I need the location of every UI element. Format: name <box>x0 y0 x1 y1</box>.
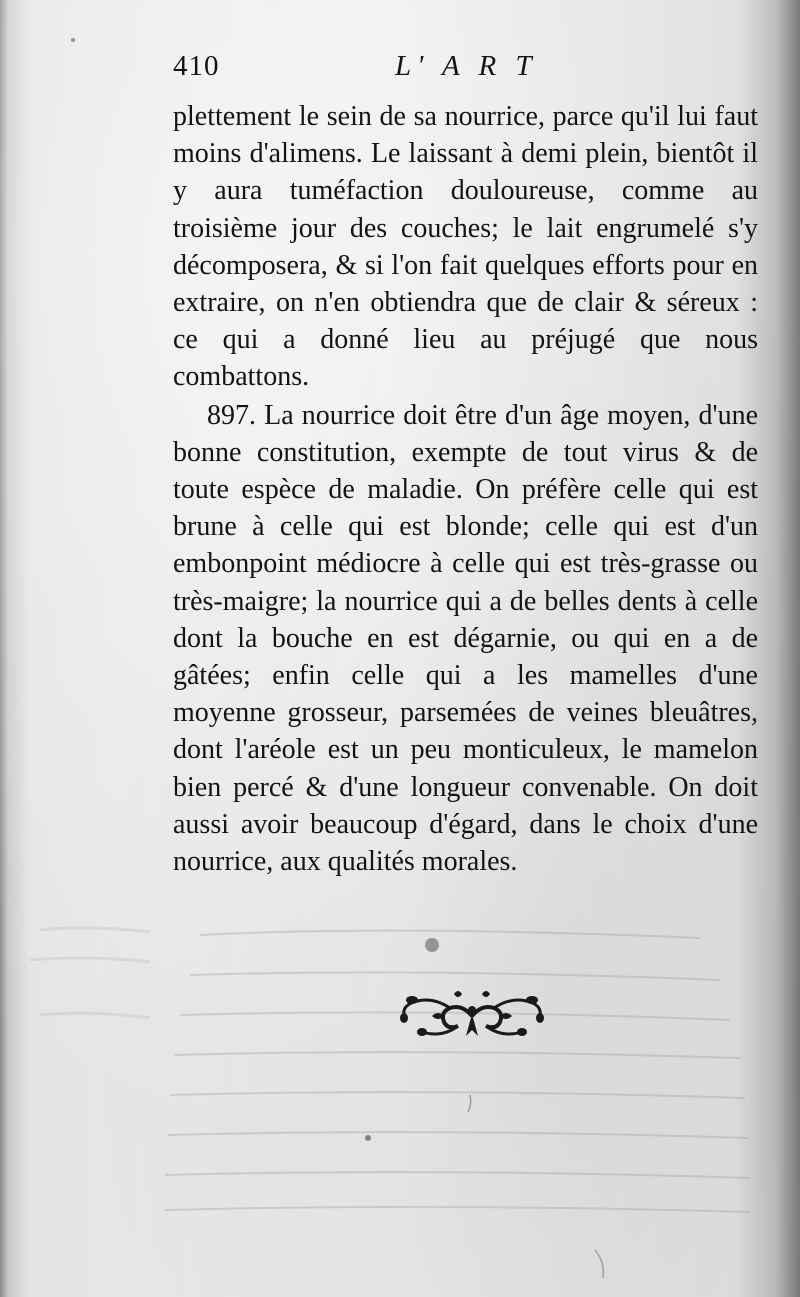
body-text <box>173 98 758 880</box>
page-number: 410 <box>173 50 220 82</box>
running-header <box>173 46 758 86</box>
running-title: L' A R T <box>395 50 538 82</box>
paragraph-continuation: plettement le sein de sa nourrice, parce qu'il lui faut moins d'alimens. Le laissant à demi plein, bientôt il y aura tuméfaction douloureuse, comme au troisième jour des couches; le lait engrumelé s'y décomposera, & si l'on fait quelques efforts pour en extraire, on n'en obtiendra que de clair & séreux : ce qui a donné lieu au préjugé que nous combattons. <box>173 101 758 393</box>
floral-tailpiece-ornament-icon <box>392 986 552 1042</box>
paragraph-897: 897. La nourrice doit être d'un âge moyen, d'une bonne constitution, exempte de tout virus & de toute espèce de maladie. On préfère celle qui est brune à celle qui est blonde; celle qui est d'un embonpoint médiocre à celle qui est très-grasse ou très-maigre; la nourrice qui a de belles dents à celle dont la bouche en est dégarnie, ou qui en a de gâtées; enfin celle qui a les mamelles d'une moyenne grosseur, parsemées de veines bleuâtres, dont l'aréole est un peu monticuleux, le mamelon bien percé & d'une longueur convenable. On doit aussi avoir beaucoup d'égard, dans le choix d'une nourrice, aux qualités morales. <box>173 399 758 878</box>
